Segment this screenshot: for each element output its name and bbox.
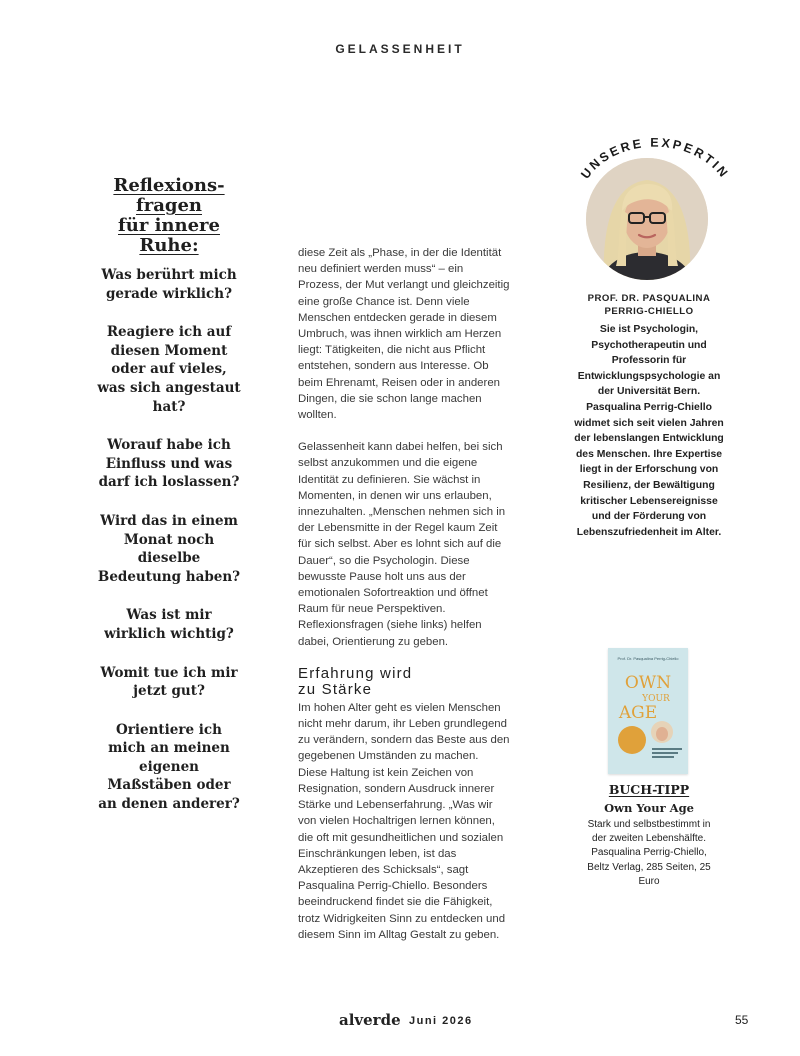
- footer-brand: alverde: [339, 1011, 401, 1029]
- reflection-question: Worauf habe ich Einfluss und was darf ich loslassen?: [98, 437, 240, 491]
- footer-date: Juni 2026: [409, 1015, 473, 1027]
- expert-name: PROF. DR. PASQUALINA PERRIG-CHIELLO: [587, 293, 711, 317]
- reflection-questions-box: [96, 176, 242, 834]
- article-paragraph: diese Zeit als „Phase, in der die Identität neu definiert werden muss“ – ein Prozess, der Mut verlangt und gleichzeitig eine große Chance ist. Denn viele Menschen entdecken gerade in diesem Umbruch, was ihnen wirklich am Herzen liegt: Tätigkeiten, die nicht aus Pflicht entstehen, sondern aus Interesse. Ob beim Ehrenamt, Reisen oder in anderen Dingen, die sie schon lange machen wollten.: [298, 247, 510, 422]
- book-cover-image: [608, 648, 688, 774]
- reflection-question: Womit tue ich mir jetzt gut?: [100, 664, 238, 700]
- book-cover-title-3: AGE: [618, 703, 658, 723]
- book-title: Own Your Age: [604, 801, 694, 815]
- book-cover-author: Prof. Dr. Pasqualina Perrig-Chiello: [617, 656, 679, 661]
- section-header: GELASSENHEIT: [335, 42, 465, 56]
- reflection-question: Orientiere ich mich an meinen eigenen Maßstäben oder an denen anderer?: [98, 721, 240, 813]
- reflection-question: Was berührt mich gerade wirklich?: [101, 267, 237, 302]
- page-number: 55: [735, 1013, 749, 1027]
- book-description: Stark und selbstbestimmt in der zweiten Lebenshälfte. Pasqualina Perrig-Chiello, Beltz Verlag, 285 Seiten, 25 Euro: [587, 819, 711, 887]
- article-subheading: Erfahrung wird zu Stärke: [298, 664, 413, 698]
- expert-bio: Sie ist Psychologin, Psychotherapeutin und Professorin für Entwicklungspsychologie an der Universität Bern. Pasqualina Perrig-Chiello widmet sich seit vielen Jahren der lebenslangen Entwicklung des Menschen. Ihre Expertise liegt in der Erforschung von Resilienz, der Bewältigung kritischer Lebensereignisse und der Förderung von Lebenszufriedenheit im Alter.: [574, 324, 724, 538]
- reflection-title: Reflexions- fragen für innere Ruhe:: [113, 175, 225, 256]
- article-paragraph: Gelassenheit kann dabei helfen, bei sich selbst anzukommen und die eigene Identität zu definieren. Sie wächst in Momenten, in denen wir uns erlauben, innezuhalten. „Menschen nehmen sich in der Lebensmitte in der Regel kaum Zeit für sich selbst. Aber es lohnt sich auf die Dauer“, so die Psychologin. Diese bewusste Pause holt uns aus der emotionalen Sofortreaktion und öffnet Raum für neue Perspektiven. Reflexionsfragen (siehe links) helfen dabei, Orientierung zu geben.: [298, 441, 506, 648]
- article-body: [298, 245, 510, 959]
- portrait-image: [586, 158, 708, 280]
- article-paragraph: Im hohen Alter geht es vielen Menschen nicht mehr darum, ihr Leben grundlegend zu verändern, sondern das Beste aus den gegebenen Umständen zu machen. Diese Haltung ist kein Zeichen von Resignation, sondern Ausdruck innerer Stärke und Lebenserfahrung. „Was wir von vielen Hochaltrigen lernen können, die oft mit gesundheitlichen und sozialen Einschränkungen leben, ist das Akzeptieren des Schicksals“, sagt Pasqualina Perrig-Chiello. Besonders beeindruckend findet sie die Fähigkeit, trotz Widrigkeiten Sinn zu entdecken und diesem Sinn im Alltag Gestalt zu geben.: [298, 701, 510, 941]
- book-cover: [608, 648, 688, 774]
- reflection-question: Wird das in einem Monat noch dieselbe Bedeutung haben?: [97, 512, 241, 585]
- reflection-question: Was ist mir wirklich wichtig?: [104, 607, 234, 642]
- book-cover-title-2: YOUR: [642, 694, 670, 704]
- reflection-question: Reagiere ich auf diesen Moment oder auf vieles, was sich angestaut hat?: [97, 324, 241, 415]
- book-tip-label: BUCH-TIPP: [608, 782, 690, 797]
- book-cover-title-1: OWN: [624, 673, 672, 693]
- expert-label: UNSERE EXPERTIN: [578, 135, 732, 182]
- expert-portrait: [586, 158, 708, 280]
